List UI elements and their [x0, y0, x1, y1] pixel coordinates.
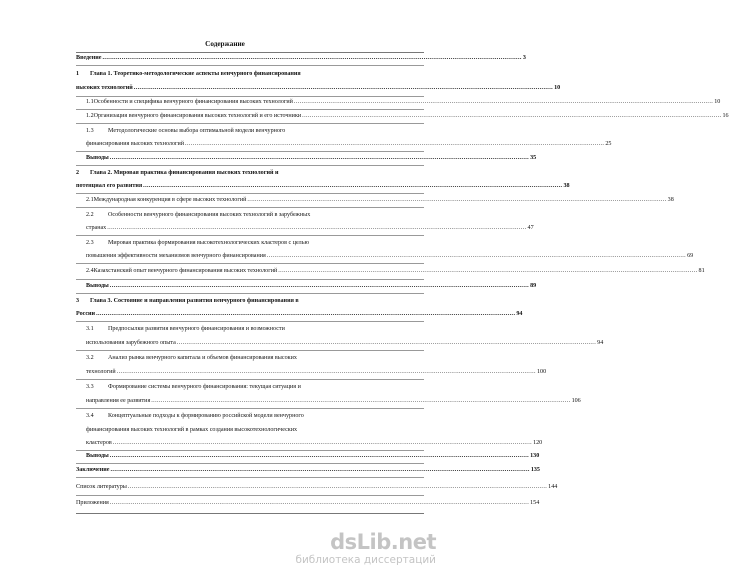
- toc-chapter-2-summary: [76, 281, 537, 291]
- leader-dots: [110, 498, 529, 508]
- section-title: Формирование системы венчурного финансирования: текущая ситуация и: [108, 384, 301, 390]
- leader-dots: [107, 223, 526, 233]
- toc-section-3-2: [76, 353, 434, 363]
- toc-divider: [76, 65, 424, 66]
- summary-label: Выводы: [86, 283, 109, 289]
- toc-divider: [76, 321, 424, 322]
- toc-section-2-3-cont: [76, 251, 694, 261]
- toc-divider: [76, 193, 424, 194]
- toc-divider: [76, 123, 424, 124]
- toc-chapter-2-heading-cont: [76, 181, 570, 191]
- toc-entry-appendices: [76, 498, 540, 508]
- toc-section-1-2: [76, 111, 729, 121]
- summary-label: Выводы: [86, 155, 109, 161]
- leader-dots: [247, 195, 666, 205]
- section-title: Особенности венчурного финансирования высоких технологий в зарубежных: [108, 212, 311, 218]
- toc-section-1-3: [76, 126, 434, 136]
- leader-dots: [294, 97, 713, 107]
- chapter-title-cont: высоких технологий: [76, 85, 133, 91]
- section-number: 3.3: [86, 384, 94, 390]
- toc-divider: [76, 495, 424, 496]
- toc-page-number: 10: [554, 85, 561, 91]
- section-title: Организация венчурного финансирования высоких технологий и его источники: [93, 113, 302, 119]
- toc-entry-label: Введение: [76, 55, 102, 61]
- watermark-logo: dsLib.net: [330, 530, 436, 554]
- toc-section-3-2-cont: [76, 367, 547, 377]
- leader-dots: [143, 181, 562, 191]
- leader-dots: [111, 465, 530, 475]
- toc-page-number: 38: [563, 183, 570, 189]
- section-title-cont: направления ее развития: [86, 398, 151, 404]
- section-title-cont: кластеров: [86, 440, 112, 446]
- summary-label: Выводы: [86, 453, 109, 459]
- section-title-cont: технологий: [86, 369, 116, 375]
- toc-page-number: 38: [667, 197, 674, 203]
- toc-page-number: 47: [527, 225, 534, 231]
- section-title-cont: повышения эффективности механизмов венчурного финансирования: [86, 253, 266, 259]
- section-title-cont: финансирования высоких технологий: [86, 141, 185, 147]
- watermark-tagline: библиотека диссертаций: [295, 554, 436, 566]
- table-of-contents: [76, 52, 729, 512]
- toc-divider: [76, 235, 424, 236]
- toc-divider: [76, 463, 424, 464]
- toc-chapter-1-summary: [76, 153, 537, 163]
- leader-dots: [134, 83, 553, 93]
- section-title: Международная конкуренция в сфере высоких технологий: [93, 197, 247, 203]
- toc-chapter-3-heading: [76, 296, 424, 306]
- section-number: 2.3: [86, 240, 94, 246]
- chapter-title: Глава 1. Теоретико-методологические аспекты венчурного финансирования: [90, 71, 301, 77]
- toc-chapter-1-heading: [76, 69, 424, 79]
- section-number: 3.2: [86, 355, 94, 361]
- watermark: [295, 531, 436, 567]
- page-title: Содержание: [205, 40, 245, 48]
- chapter-title: Глава 2. Мировая практика финансирования высоких технологий и: [90, 170, 279, 176]
- toc-section-3-4-cont2: [76, 438, 543, 448]
- leader-dots: [128, 482, 547, 492]
- toc-section-3-1-cont: [76, 338, 604, 348]
- leader-dots: [96, 309, 515, 319]
- chapter-title-cont: потенциал его развития: [76, 183, 143, 189]
- leader-dots: [110, 281, 529, 291]
- toc-divider: [76, 477, 424, 478]
- section-number: 1.3: [86, 128, 94, 134]
- toc-section-3-4: [76, 411, 434, 421]
- leader-dots: [117, 367, 536, 377]
- toc-divider: [76, 263, 424, 264]
- toc-chapter-1-heading-cont: [76, 83, 561, 93]
- section-number: 1.2: [86, 113, 94, 119]
- leader-dots: [113, 438, 532, 448]
- toc-section-3-4-cont: [76, 425, 434, 435]
- toc-page-number: 69: [687, 253, 694, 259]
- leader-dots: [185, 139, 604, 149]
- toc-section-3-1: [76, 324, 434, 334]
- toc-page-number: 106: [571, 398, 581, 404]
- section-title-cont: финансирования высоких технологий в рамках создания высокотехнологических: [86, 427, 298, 433]
- toc-page-number: 89: [530, 283, 537, 289]
- toc-section-3-3: [76, 382, 434, 392]
- toc-chapter-3-heading-cont: [76, 309, 523, 319]
- toc-section-2-4: [76, 266, 705, 276]
- section-title-cont: странах: [86, 225, 107, 231]
- toc-page-number: 25: [605, 141, 612, 147]
- toc-section-1-3-cont: [76, 139, 612, 149]
- section-number: 2.4: [86, 268, 94, 274]
- section-title: Концептуальные подходы к формированию российской модели венчурного: [108, 413, 304, 419]
- toc-chapter-2-heading: [76, 168, 424, 178]
- section-number: 1.1: [86, 99, 94, 105]
- toc-page-number: 130: [530, 453, 540, 459]
- section-title: Казахстанский опыт венчурного финансирования высоких технологий: [93, 268, 278, 274]
- toc-page-number: 94: [516, 311, 523, 317]
- leader-dots: [151, 396, 570, 406]
- chapter-number: 2: [76, 170, 80, 176]
- chapter-title: Глава 3. Состояние и направления развития венчурного финансирования в: [90, 298, 299, 304]
- section-title: Методологические основы выбора оптимальной модели венчурного: [108, 128, 286, 134]
- toc-page-number: 154: [530, 500, 540, 506]
- toc-page-number: 94: [597, 340, 604, 346]
- toc-section-2-3: [76, 238, 434, 248]
- toc-entry-label: Приложения: [76, 500, 109, 506]
- section-number: 2.1: [86, 197, 94, 203]
- section-title: Особенности и специфика венчурного финансирования высоких технологий: [93, 99, 293, 105]
- toc-divider: [76, 293, 424, 294]
- section-title-cont: использования зарубежного опыта: [86, 340, 176, 346]
- toc-page-number: 35: [530, 155, 537, 161]
- section-title: Предпосылки развития венчурного финансирования и возможности: [108, 326, 285, 332]
- toc-divider: [76, 379, 424, 380]
- leader-dots: [103, 53, 522, 63]
- chapter-number: 3: [76, 298, 80, 304]
- section-number: 3.1: [86, 326, 94, 332]
- toc-section-3-3-cont: [76, 396, 581, 406]
- toc-page-number: 144: [548, 484, 558, 490]
- section-title: Мировая практика формирования высокотехнологических кластеров с целью: [108, 240, 310, 246]
- toc-divider: [76, 408, 424, 409]
- toc-divider: [76, 109, 424, 110]
- section-title: Анализ рынка венчурного капитала и объемов финансирования высоких: [108, 355, 297, 361]
- toc-divider: [76, 279, 424, 280]
- toc-entry-label: Список литературы: [76, 484, 127, 490]
- toc-page-number: 120: [533, 440, 543, 446]
- leader-dots: [110, 451, 529, 461]
- toc-page-number: 135: [530, 467, 540, 473]
- leader-dots: [302, 111, 721, 121]
- section-number: 2.2: [86, 212, 94, 218]
- toc-page-number: 100: [536, 369, 547, 375]
- section-number: 3.4: [86, 413, 94, 419]
- toc-section-2-1: [76, 195, 674, 205]
- chapter-title-cont: России: [76, 311, 96, 317]
- toc-divider: [76, 151, 424, 152]
- toc-page-number: 81: [698, 268, 705, 274]
- toc-page-number: 3: [522, 55, 526, 61]
- toc-section-2-2: [76, 210, 434, 220]
- toc-entry-intro: [76, 53, 526, 63]
- toc-page-number: 16: [722, 113, 729, 119]
- toc-divider: [76, 207, 424, 208]
- toc-section-1-1: [76, 97, 721, 107]
- toc-chapter-3-summary: [76, 451, 540, 461]
- toc-divider: [76, 350, 424, 351]
- leader-dots: [267, 251, 686, 261]
- leader-dots: [278, 266, 697, 276]
- chapter-number: 1: [76, 71, 80, 77]
- toc-section-2-2-cont: [76, 223, 534, 233]
- toc-divider: [76, 165, 424, 166]
- toc-entry-conclusion: [76, 465, 540, 475]
- toc-entry-references: [76, 482, 558, 492]
- toc-entry-label: Заключение: [76, 467, 110, 473]
- leader-dots: [110, 153, 529, 163]
- leader-dots: [177, 338, 596, 348]
- toc-page-number: 10: [714, 99, 721, 105]
